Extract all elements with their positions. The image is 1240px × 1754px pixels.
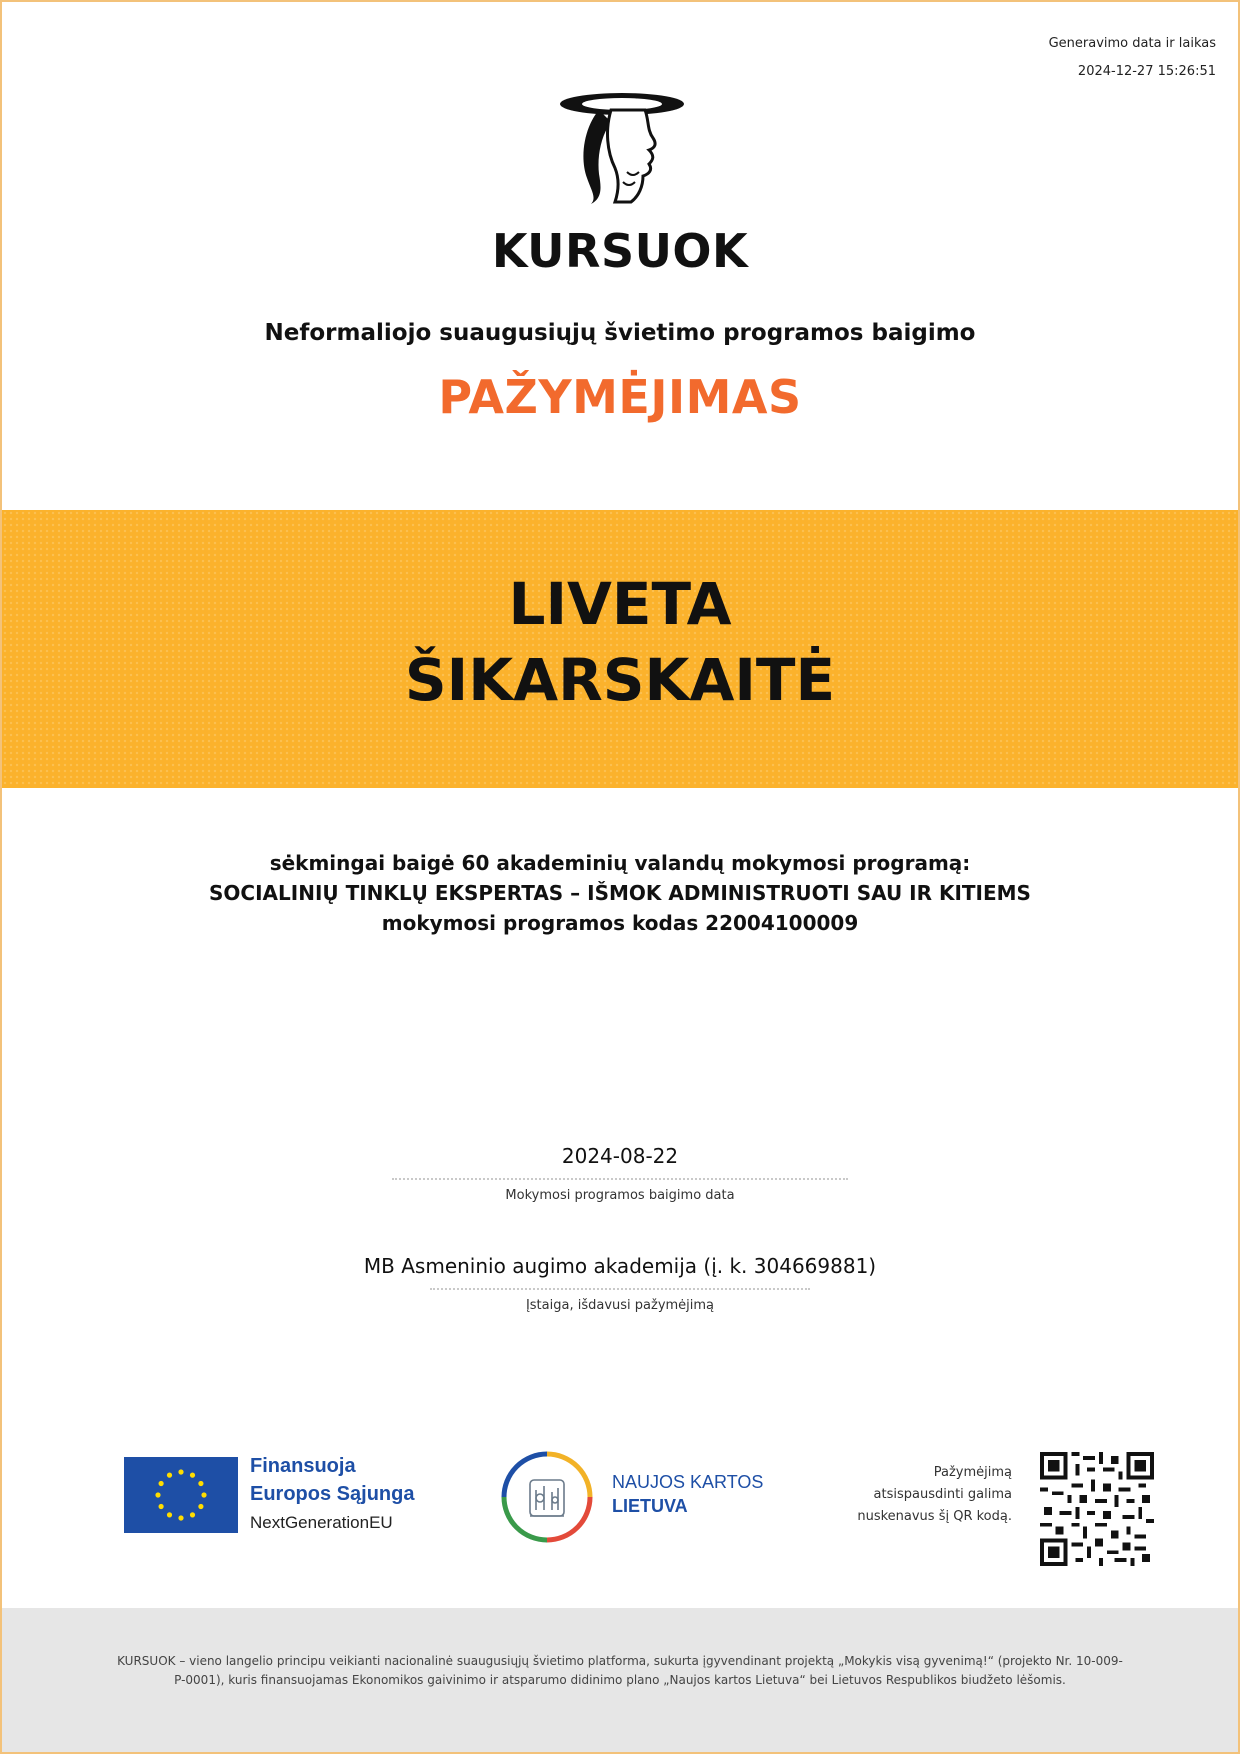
program-code: mokymosi programos kodas 22004100009 <box>381 911 859 935</box>
generation-datetime: 2024-12-27 15:26:51 <box>1077 64 1216 79</box>
certificate-title: PAŽYMĖJIMAS <box>438 370 802 424</box>
qr-note-line-2: atsispausdinti galima <box>873 1487 1012 1502</box>
qr-note <box>857 1462 1012 1528</box>
certificate-subtitle: Neformaliojo suaugusiųjų švietimo programos baigimo <box>264 320 976 346</box>
recipient-last-name: ŠIKARSKAITĖ <box>404 646 836 714</box>
completion-statement <box>2 848 1238 938</box>
qr-note-line-3: nuskenavus šį QR kodą. <box>857 1509 1012 1524</box>
footer <box>2 1608 1238 1752</box>
naujos-kartos-lietuva-text <box>612 1470 763 1518</box>
completion-date-field <box>2 1144 1238 1203</box>
nkl-line-2: LIETUVA <box>612 1496 688 1516</box>
completion-line: sėkmingai baigė 60 akademinių valandų mokymosi programą: <box>269 851 971 875</box>
eu-flag-icon <box>124 1457 238 1533</box>
eu-funding-text <box>250 1452 414 1538</box>
footer-text: KURSUOK – vieno langelio principu veikianti nacionalinė suaugusiųjų švietimo platforma, sukurta įgyvendinant projektą „Mokykis visą gyvenimą!“ (projekto Nr. 10-009-P-0001), kuris finansuojamas Ekonomikos gaivinimo ir atsparumo didinimo plano „Naujos kartos Lietuva“ bei Lietuvos Respublikos biudžeto lėšomis. <box>117 1654 1123 1687</box>
eu-line-3: NextGenerationEU <box>250 1513 393 1532</box>
eu-line-1: Finansuoja <box>250 1455 356 1477</box>
qr-note-line-1: Pažymėjimą <box>933 1465 1012 1480</box>
nkl-line-1: NAUJOS KARTOS <box>612 1472 764 1492</box>
generation-info <box>1049 30 1216 86</box>
dotted-divider <box>430 1288 810 1290</box>
dotted-divider <box>392 1178 848 1180</box>
recipient-band <box>2 510 1238 788</box>
naujos-kartos-lietuva-logo-icon <box>500 1450 594 1544</box>
eu-line-2: Europos Sąjunga <box>250 1483 415 1505</box>
institution-value: MB Asmeninio augimo akademija (į. k. 304669881) <box>363 1254 877 1278</box>
hat-figure-icon <box>557 86 687 216</box>
program-name: SOCIALINIŲ TINKLŲ EKSPERTAS – IŠMOK ADMINISTRUOTI SAU IR KITIEMS <box>209 881 1031 905</box>
completion-date-caption: Mokymosi programos baigimo data <box>505 1188 735 1203</box>
completion-date-value: 2024-08-22 <box>561 1144 679 1168</box>
recipient-first-name: LIVETA <box>508 570 732 638</box>
institution-field <box>2 1254 1238 1313</box>
institution-caption: Įstaiga, išdavusi pažymėjimą <box>525 1298 715 1313</box>
qr-code-icon <box>1040 1452 1154 1566</box>
generation-label: Generavimo data ir laikas <box>1048 36 1216 51</box>
brand-name: KURSUOK <box>491 224 749 278</box>
